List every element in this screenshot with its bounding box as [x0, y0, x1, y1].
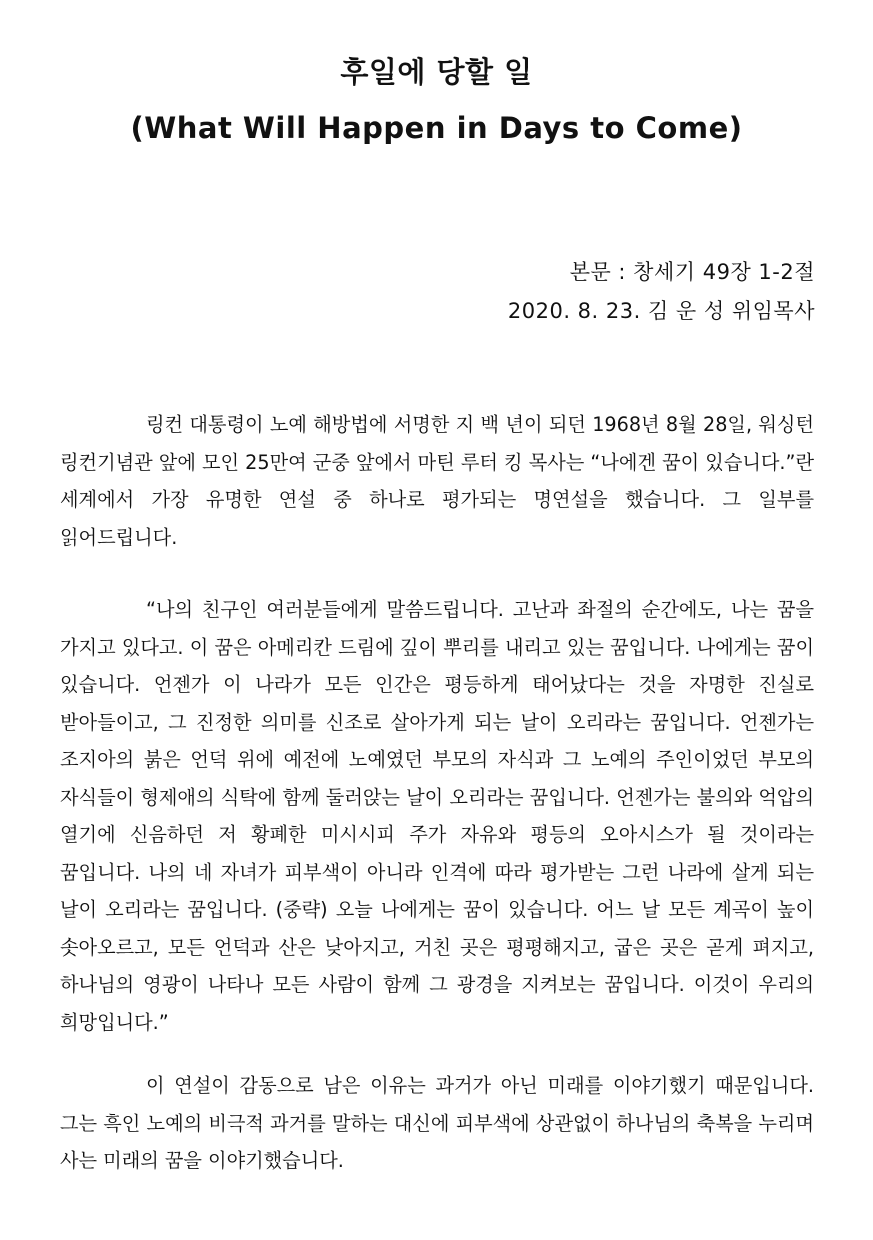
page-subtitle: (What Will Happen in Days to Come) [130, 111, 743, 145]
body-paragraph-3: 이 연설이 감동으로 남은 이유는 과거가 아닌 미래를 이야기했기 때문입니다. 그는 흑인 노예의 비극적 과거를 말하는 대신에 피부색에 상관없이 하나님의 축복을 누리며 사는 미래의 꿈을 이야기했습니다. [60, 1074, 814, 1172]
date-author: 2020. 8. 23. 김 운 성 위임목사 [507, 299, 815, 323]
scripture-reference: 본문 : 창세기 49장 1-2절 [569, 260, 815, 284]
body-paragraph-1: 링컨 대통령이 노예 해방법에 서명한 지 백 년이 되던 1968년 8월 28일, 워싱턴 링컨기념관 앞에 모인 25만여 군중 앞에서 마틴 루터 킹 목사는 “나에겐 꿈이 있습니다.”란 세계에서 가장 유명한 연설 중 하나로 평가되는 명연설을 했습니다. 그 일부를 읽어드립니다. [60, 413, 814, 549]
body-paragraph-2: “나의 친구인 여러분들에게 말씀드립니다. 고난과 좌절의 순간에도, 나는 꿈을 가지고 있다고. 이 꿈은 아메리칸 드림에 깊이 뿌리를 내리고 있는 꿈입니다. 나에게는 꿈이 있습니다. 언젠가 이 나라가 모든 인간은 평등하게 태어났다는 것을 자명한 진실로 받아들이고, 그 진정한 의미를 신조로 살아가게 되는 날이 오리라는 꿈입니다. 언젠가는 조지아의 붉은 언덕 위에 예전에 노예였던 부모의 자식과 그 노예의 주인이었던 부모의 자식들이 형제애의 식탁에 함께 둘러앉는 날이 오리라는 꿈입니다. 언젠가는 불의와 억압의 열기에 신음하던 저 황폐한 미시시피 주가 자유와 평등의 오아시스가 될 것이라는 꿈입니다. 나의 네 자녀가 피부색이 아니라 인격에 따라 평가받는 그런 나라에 살게 되는 날이 오리라는 꿈입니다. (중략) 오늘 나에게는 꿈이 있습니다. 어느 날 모든 계곡이 높이 솟아오르고, 모든 언덕과 산은 낮아지고, 거친 곳은 평평해지고, 굽은 곳은 곧게 펴지고, 하나님의 영광이 나타나 모든 사람이 함께 그 광경을 지켜보는 꿈입니다. 이것이 우리의 희망입니다.” [60, 598, 814, 1034]
page-title: 후일에 당할 일 [340, 55, 533, 89]
